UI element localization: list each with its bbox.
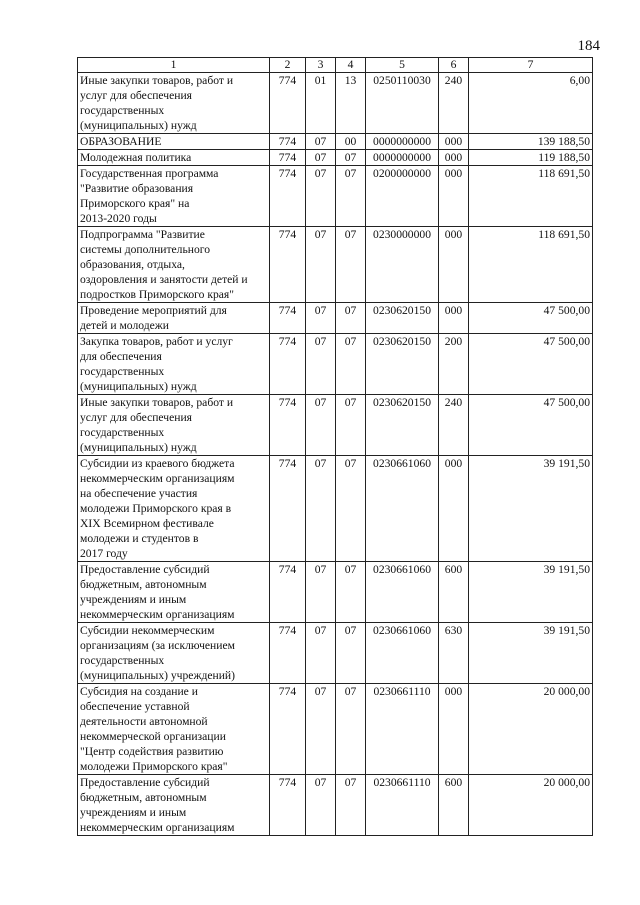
row-target-article: 0230661110 xyxy=(366,775,439,836)
row-gr-code: 774 xyxy=(270,456,306,562)
row-target-article: 0230661060 xyxy=(366,456,439,562)
table-row xyxy=(78,395,593,456)
header-col-2: 2 xyxy=(270,58,306,73)
row-expense-type: 000 xyxy=(439,456,469,562)
row-subsection-code: 07 xyxy=(336,775,366,836)
row-subsection-code: 07 xyxy=(336,150,366,166)
header-col-3: 3 xyxy=(306,58,336,73)
row-subsection-code: 07 xyxy=(336,562,366,623)
table-row xyxy=(78,623,593,684)
header-col-1: 1 xyxy=(78,58,270,73)
header-col-7: 7 xyxy=(469,58,593,73)
row-name: Молодежная политика xyxy=(78,150,270,166)
row-gr-code: 774 xyxy=(270,150,306,166)
row-target-article: 0230661060 xyxy=(366,562,439,623)
row-name: Предоставление субсидий бюджетным, автономным учреждениям и иным некоммерческим организациям xyxy=(78,775,270,836)
row-expense-type: 000 xyxy=(439,150,469,166)
row-amount: 139 188,50 xyxy=(469,134,593,150)
row-amount: 20 000,00 xyxy=(469,684,593,775)
row-gr-code: 774 xyxy=(270,166,306,227)
row-subsection-code: 07 xyxy=(336,334,366,395)
row-section-code: 07 xyxy=(306,166,336,227)
table-row xyxy=(78,150,593,166)
row-amount: 6,00 xyxy=(469,73,593,134)
table-row xyxy=(78,303,593,334)
row-name: Субсидии некоммерческим организациям (за исключением государственных (муниципальных) учреждений) xyxy=(78,623,270,684)
row-gr-code: 774 xyxy=(270,73,306,134)
row-subsection-code: 00 xyxy=(336,134,366,150)
table-row xyxy=(78,562,593,623)
row-target-article: 0230620150 xyxy=(366,334,439,395)
row-gr-code: 774 xyxy=(270,684,306,775)
row-expense-type: 000 xyxy=(439,684,469,775)
table-row xyxy=(78,775,593,836)
row-subsection-code: 07 xyxy=(336,303,366,334)
row-section-code: 07 xyxy=(306,775,336,836)
row-name: ОБРАЗОВАНИЕ xyxy=(78,134,270,150)
row-name: Предоставление субсидий бюджетным, автономным учреждениям и иным некоммерческим организациям xyxy=(78,562,270,623)
row-amount: 118 691,50 xyxy=(469,227,593,303)
header-col-6: 6 xyxy=(439,58,469,73)
row-amount: 39 191,50 xyxy=(469,456,593,562)
row-amount: 118 691,50 xyxy=(469,166,593,227)
row-target-article: 0230000000 xyxy=(366,227,439,303)
row-gr-code: 774 xyxy=(270,623,306,684)
header-col-4: 4 xyxy=(336,58,366,73)
row-amount: 119 188,50 xyxy=(469,150,593,166)
row-subsection-code: 07 xyxy=(336,166,366,227)
row-expense-type: 600 xyxy=(439,562,469,623)
header-col-5: 5 xyxy=(366,58,439,73)
row-section-code: 07 xyxy=(306,227,336,303)
row-section-code: 07 xyxy=(306,334,336,395)
row-section-code: 07 xyxy=(306,623,336,684)
row-amount: 47 500,00 xyxy=(469,303,593,334)
row-subsection-code: 07 xyxy=(336,395,366,456)
row-gr-code: 774 xyxy=(270,562,306,623)
row-name: Иные закупки товаров, работ и услуг для обеспечения государственных (муниципальных) нужд xyxy=(78,395,270,456)
row-target-article: 0200000000 xyxy=(366,166,439,227)
row-expense-type: 000 xyxy=(439,134,469,150)
row-name: Государственная программа "Развитие образования Приморского края" на 2013-2020 годы xyxy=(78,166,270,227)
row-section-code: 07 xyxy=(306,395,336,456)
row-expense-type: 240 xyxy=(439,395,469,456)
row-section-code: 01 xyxy=(306,73,336,134)
row-expense-type: 000 xyxy=(439,227,469,303)
row-gr-code: 774 xyxy=(270,775,306,836)
row-gr-code: 774 xyxy=(270,334,306,395)
row-subsection-code: 07 xyxy=(336,684,366,775)
row-name: Проведение мероприятий для детей и молодежи xyxy=(78,303,270,334)
row-gr-code: 774 xyxy=(270,395,306,456)
row-target-article: 0230620150 xyxy=(366,395,439,456)
row-section-code: 07 xyxy=(306,134,336,150)
table-row xyxy=(78,166,593,227)
row-expense-type: 630 xyxy=(439,623,469,684)
row-name: Подпрограмма "Развитие системы дополнительного образования, отдыха, оздоровления и занятости детей и подростков Приморского края" xyxy=(78,227,270,303)
row-amount: 20 000,00 xyxy=(469,775,593,836)
row-amount: 47 500,00 xyxy=(469,334,593,395)
row-amount: 47 500,00 xyxy=(469,395,593,456)
row-amount: 39 191,50 xyxy=(469,562,593,623)
row-expense-type: 000 xyxy=(439,166,469,227)
row-subsection-code: 13 xyxy=(336,73,366,134)
row-name: Закупка товаров, работ и услуг для обеспечения государственных (муниципальных) нужд xyxy=(78,334,270,395)
row-gr-code: 774 xyxy=(270,134,306,150)
row-target-article: 0000000000 xyxy=(366,150,439,166)
row-section-code: 07 xyxy=(306,562,336,623)
row-expense-type: 200 xyxy=(439,334,469,395)
row-subsection-code: 07 xyxy=(336,456,366,562)
row-target-article: 0000000000 xyxy=(366,134,439,150)
row-target-article: 0230661060 xyxy=(366,623,439,684)
row-subsection-code: 07 xyxy=(336,227,366,303)
table-header-row xyxy=(78,58,593,73)
row-name: Иные закупки товаров, работ и услуг для обеспечения государственных (муниципальных) нужд xyxy=(78,73,270,134)
row-amount: 39 191,50 xyxy=(469,623,593,684)
table-row xyxy=(78,456,593,562)
table-row xyxy=(78,73,593,134)
table-row xyxy=(78,684,593,775)
row-target-article: 0230661110 xyxy=(366,684,439,775)
table-row xyxy=(78,334,593,395)
page-number: 184 xyxy=(577,38,600,54)
row-name: Субсидия на создание и обеспечение уставной деятельности автономной некоммерческой организации "Центр содействия развитию молодежи Приморского края" xyxy=(78,684,270,775)
row-gr-code: 774 xyxy=(270,303,306,334)
row-expense-type: 000 xyxy=(439,303,469,334)
row-name: Субсидии из краевого бюджета некоммерческим организациям на обеспечение участия молодежи Приморского края в XIX Всемирном фестивале молодежи и студентов в 2017 году xyxy=(78,456,270,562)
table-row xyxy=(78,134,593,150)
row-expense-type: 240 xyxy=(439,73,469,134)
row-target-article: 0250110030 xyxy=(366,73,439,134)
budget-table xyxy=(77,57,593,836)
row-expense-type: 600 xyxy=(439,775,469,836)
row-section-code: 07 xyxy=(306,456,336,562)
row-target-article: 0230620150 xyxy=(366,303,439,334)
table-row xyxy=(78,227,593,303)
row-section-code: 07 xyxy=(306,150,336,166)
row-subsection-code: 07 xyxy=(336,623,366,684)
row-gr-code: 774 xyxy=(270,227,306,303)
row-section-code: 07 xyxy=(306,684,336,775)
row-section-code: 07 xyxy=(306,303,336,334)
